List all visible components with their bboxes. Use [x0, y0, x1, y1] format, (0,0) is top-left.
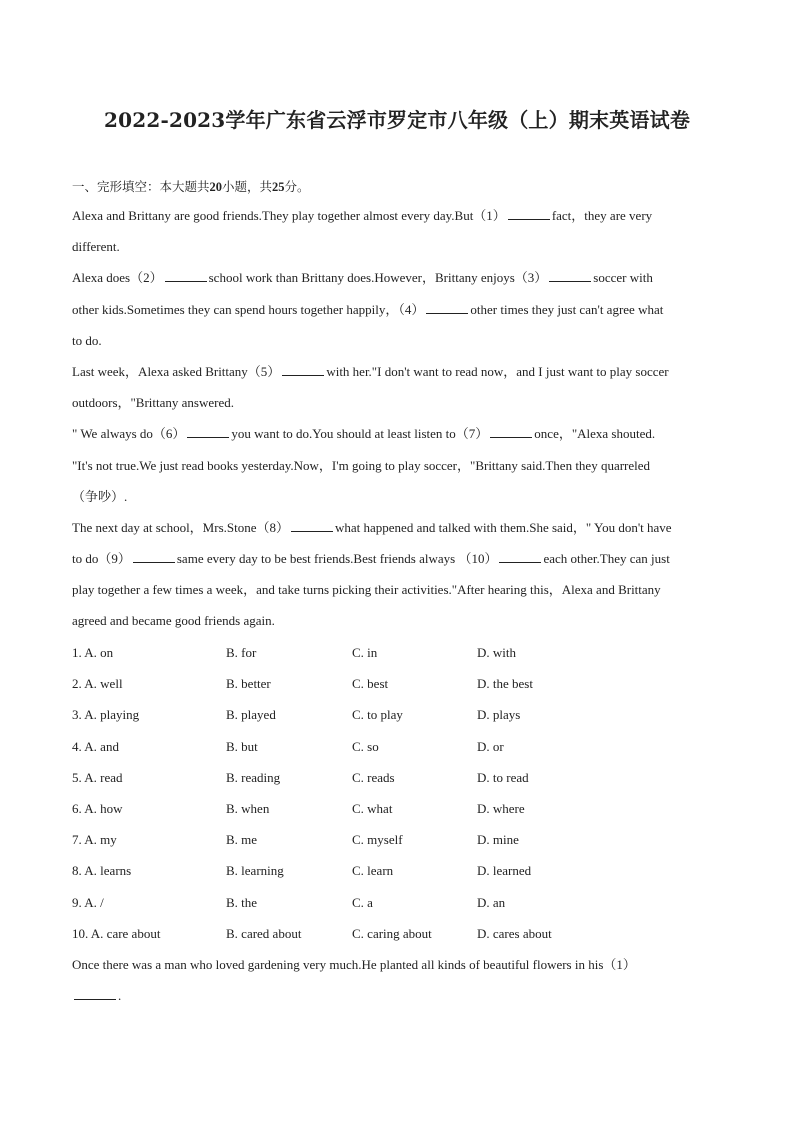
option-a: 8. A. learns: [72, 863, 132, 879]
passage-line: [72, 325, 724, 356]
option-d: D. the best: [477, 676, 533, 692]
question-row: [72, 731, 724, 762]
passage-text: play together a few times a week，and take turns picking their activities."After hearing this，Alexa and Brittany: [72, 582, 661, 598]
passage-text: other times they just can't agree what: [470, 301, 664, 317]
option-d: D. learned: [477, 863, 532, 879]
answer-blank: [291, 517, 333, 532]
passage-line: [72, 543, 724, 574]
passage-text: Once there was a man who loved gardening very much.He planted all kinds of beautiful flowers in his（1）: [72, 957, 636, 972]
option-a: 10. A. care about: [72, 925, 161, 941]
answer-blank: [499, 548, 541, 563]
passage-text: to do（9）: [72, 551, 131, 567]
option-a: 3. A. playing: [72, 707, 140, 723]
answer-blank: [187, 423, 229, 438]
passage-line: [72, 294, 724, 325]
passage-text: different.: [72, 239, 120, 255]
passage-line: [72, 356, 724, 387]
next-passage: [72, 949, 724, 1011]
passage-line: [72, 262, 724, 293]
passage-text: "It's not true.We just read books yesterday.Now，I'm going to play soccer，"Brittany said.Then they quarreled: [72, 457, 651, 473]
passage-text: .: [118, 988, 122, 1004]
option-d: D. mine: [477, 832, 519, 848]
passage-line: [72, 387, 724, 418]
passage-text: Alexa does（2）: [72, 270, 163, 286]
passage-text: with her."I don't want to read now，and I just want to play soccer: [326, 363, 669, 379]
passage-line: [72, 481, 724, 512]
cloze-passage: [72, 200, 724, 637]
passage-line: [72, 512, 724, 543]
option-d: D. or: [477, 738, 504, 754]
option-b: B. me: [226, 832, 258, 848]
option-c: C. reads: [352, 769, 395, 785]
section-heading: 一、完形填空：本大题共20小题，共25分。: [72, 180, 310, 194]
answer-blank: [282, 361, 324, 376]
option-c: C. best: [352, 676, 389, 692]
passage-line: [72, 605, 724, 636]
option-d: D. with: [477, 645, 516, 660]
question-options: [72, 637, 724, 949]
option-c: C. myself: [352, 832, 403, 848]
passage-text: Last week，Alexa asked Brittany（5）: [72, 363, 281, 379]
option-c: C. what: [352, 800, 393, 816]
question-row: [72, 668, 724, 699]
question-row: [72, 887, 724, 918]
option-a: 9. A. /: [72, 894, 104, 910]
option-d: D. to read: [477, 769, 529, 785]
answer-blank: [133, 548, 175, 563]
passage-line: [72, 980, 724, 1011]
passage-text: same every day to be best friends.Best friends always （10）: [176, 551, 498, 567]
option-b: B. cared about: [226, 925, 302, 941]
option-a: 4. A. and: [72, 738, 119, 754]
option-d: D. plays: [477, 707, 521, 723]
option-a: 1. A. on: [72, 645, 114, 660]
option-a: 2. A. well: [72, 676, 123, 692]
passage-text: The next day at school，Mrs.Stone（8）: [72, 519, 289, 535]
passage-text: （争吵）.: [72, 488, 128, 504]
option-d: D. cares about: [477, 925, 552, 941]
option-c: C. a: [352, 894, 373, 910]
question-row: [72, 918, 724, 949]
answer-blank: [490, 423, 532, 438]
option-a: 7. A. my: [72, 832, 117, 848]
passage-text: soccer with: [593, 270, 653, 286]
option-b: B. reading: [226, 769, 281, 785]
passage-text: fact，they are very: [551, 208, 653, 223]
answer-blank: [74, 985, 116, 1000]
option-c: C. in: [352, 645, 378, 660]
option-b: B. played: [226, 707, 276, 723]
option-a: 6. A. how: [72, 800, 123, 816]
passage-text: Alexa and Brittany are good friends.They play together almost every day.But（1）: [72, 208, 506, 223]
passage-text: school work than Brittany does.However，Brittany enjoys（3）: [208, 270, 548, 286]
passage-line: [72, 418, 724, 449]
passage-text: each other.They can just: [543, 551, 670, 567]
option-d: D. an: [477, 894, 506, 910]
exam-title: 2022-2023学年广东省云浮市罗定市八年级（上）期末英语试卷: [103, 108, 691, 132]
passage-text: to do.: [72, 332, 102, 348]
passage-text: outdoors，"Brittany answered.: [72, 395, 234, 411]
option-c: C. learn: [352, 863, 394, 879]
question-row: [72, 824, 724, 855]
option-a: 5. A. read: [72, 769, 123, 785]
option-b: B. for: [226, 645, 257, 660]
question-row: [72, 762, 724, 793]
passage-line: [72, 200, 724, 231]
passage-text: once，"Alexa shouted.: [534, 426, 656, 442]
option-b: B. but: [226, 738, 258, 754]
option-b: B. learning: [226, 863, 284, 879]
question-row: [72, 637, 724, 668]
passage-line: [72, 450, 724, 481]
answer-blank: [508, 205, 550, 220]
answer-blank: [165, 267, 207, 282]
option-c: C. so: [352, 738, 379, 754]
question-row: [72, 793, 724, 824]
option-b: B. better: [226, 676, 271, 692]
passage-text: other kids.Sometimes they can spend hours together happily，（4）: [72, 301, 425, 317]
option-d: D. where: [477, 800, 525, 816]
option-b: B. when: [226, 800, 270, 816]
passage-text: you want to do.You should at least listen to（7）: [231, 426, 489, 442]
question-row: [72, 855, 724, 886]
option-c: C. to play: [352, 707, 403, 723]
option-c: C. caring about: [352, 925, 432, 941]
passage-line: [72, 574, 724, 605]
passage-text: " We always do（6）: [72, 426, 186, 442]
passage-line: [72, 949, 724, 980]
passage-text: what happened and talked with them.She said，" You don't have: [335, 519, 672, 535]
option-b: B. the: [226, 894, 258, 910]
passage-line: [72, 231, 724, 262]
answer-blank: [426, 299, 468, 314]
answer-blank: [549, 267, 591, 282]
passage-text: agreed and became good friends again.: [72, 613, 275, 629]
question-row: [72, 699, 724, 730]
